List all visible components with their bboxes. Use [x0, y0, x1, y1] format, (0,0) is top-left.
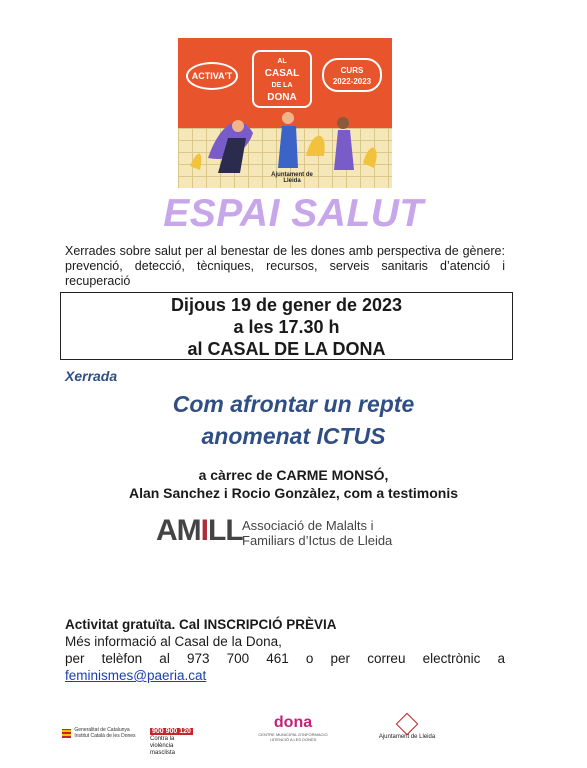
speakers-line: a càrrec de CARME MONSÓ,: [198, 467, 389, 483]
helpline-logo: [150, 728, 194, 757]
generalitat-line: Generalitat de Catalunya: [74, 727, 130, 733]
talk-title-line: Com afrontar un repte: [172, 391, 415, 417]
generalitat-line: Institut Català de les Dones: [74, 733, 136, 739]
info-block: [65, 616, 505, 684]
poster-casal-line: DONA: [267, 92, 297, 103]
info-line: per telèfon al 973 700 461 o per correu electrònic a: [65, 651, 505, 666]
ajuntament-name: Ajuntament de Lleida: [378, 734, 436, 740]
talk-title-line: anomenat ICTUS: [201, 423, 386, 449]
amill-logo-block: [156, 510, 426, 554]
event-date-box: [60, 292, 513, 360]
amill-name-line: Associació de Malalts i: [242, 518, 374, 533]
poster-casal-line: CASAL: [264, 68, 300, 79]
poster-curs-line: 2022-2023: [332, 77, 372, 86]
poster-casal-sign: [252, 50, 312, 108]
helpline-text: Contra la violència masclista: [150, 736, 176, 756]
page-title: ESPAI SALUT: [163, 192, 424, 235]
event-time: a les 17.30 h: [233, 317, 340, 337]
poster-ajuntament-logo: Ajuntament de Lleida: [271, 172, 313, 184]
info-line: Més informació al Casal de la Dona,: [65, 634, 282, 649]
description-text: Xerrades sobre salut per al benestar de les dones amb perspectiva de gènere: prevenció, detecció, tècniques, recursos, serveis sanitaris d’atenció i recuperació: [65, 244, 505, 288]
casal-dona-logo: [258, 714, 328, 742]
poster-casal-line: DE LA: [271, 82, 293, 89]
ajuntament-seal-icon: [396, 713, 419, 736]
casal-dona-subtitle: CENTRE MUNICIPAL D'INFORMACIÓ I ATENCIÓ A LES DONES: [258, 732, 328, 742]
amill-logo-part: AM: [156, 514, 201, 547]
poster-curs-line: CURS: [340, 66, 364, 75]
amill-logo-part: LL: [208, 514, 243, 547]
generalitat-logo: [62, 727, 136, 739]
speakers-line: Alan Sanchez i Rocio Gonzàlez, com a testimonis: [128, 485, 459, 501]
talk-label: Xerrada: [65, 368, 118, 384]
poster-curs-bubble: [322, 58, 382, 92]
senyera-icon: [62, 729, 71, 738]
poster-casal-line: AL: [277, 58, 287, 65]
amill-logo: [156, 514, 243, 548]
registration-note: Activitat gratuïta. Cal INSCRIPCIÓ PRÈVIA: [65, 617, 337, 632]
ajuntament-logo: [372, 716, 442, 740]
poster-image: [178, 38, 392, 188]
talk-title: [0, 388, 587, 452]
speakers: [0, 466, 587, 502]
helpline-number: 900 900 120: [152, 728, 191, 735]
poster-activat-bubble: ACTIVA'T: [186, 62, 238, 90]
event-place: al CASAL DE LA DONA: [187, 339, 386, 359]
amill-logo-part: I: [200, 514, 208, 547]
amill-name-line: Familiars d’Ictus de Lleida: [242, 533, 393, 548]
email-link[interactable]: feminismes@paeria.cat: [65, 668, 207, 683]
event-date: Dijous 19 de gener de 2023: [170, 295, 403, 315]
amill-name: [242, 518, 392, 548]
casal-dona-word: dona: [273, 714, 313, 731]
